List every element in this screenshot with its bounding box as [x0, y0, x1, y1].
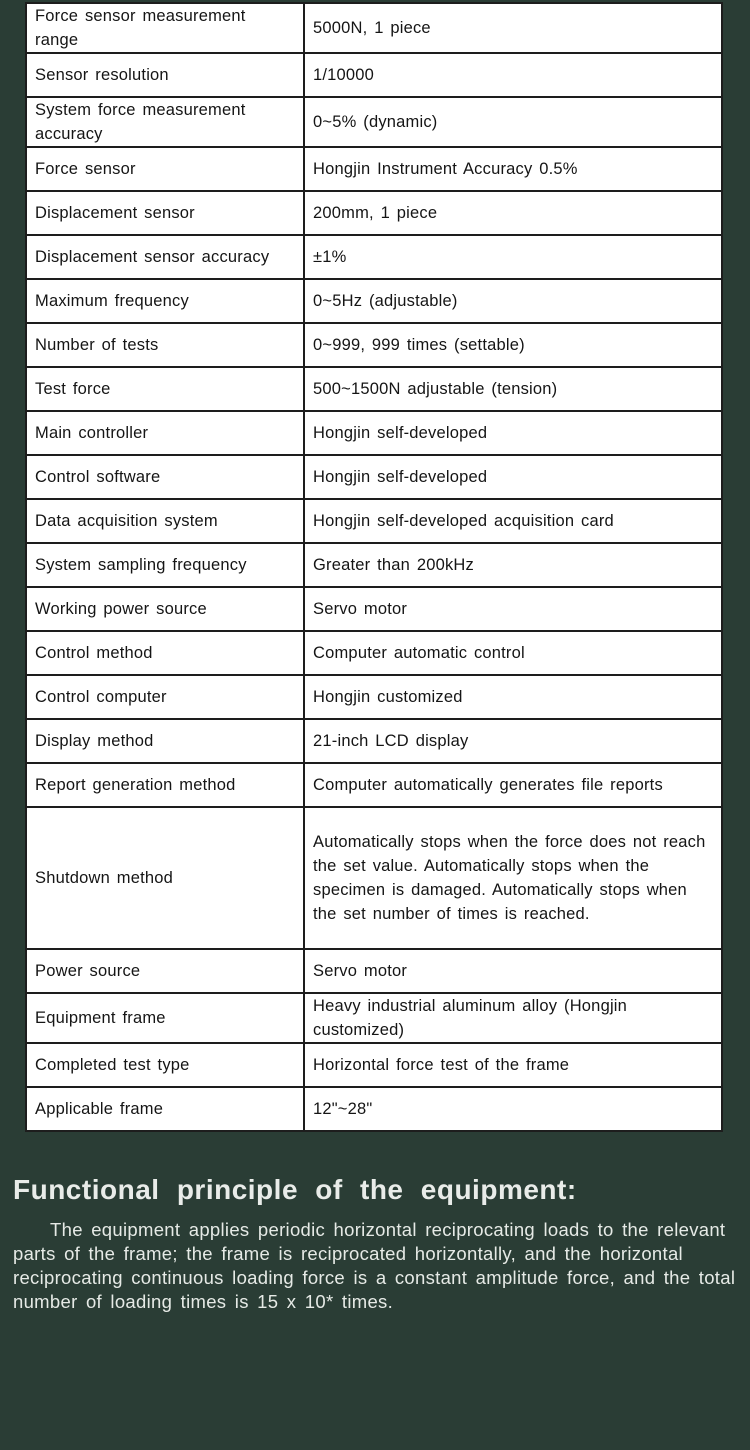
- spec-label-cell: Equipment frame: [26, 993, 304, 1043]
- spec-label-cell: Display method: [26, 719, 304, 763]
- spec-row: [26, 367, 722, 411]
- spec-label-cell: Data acquisition system: [26, 499, 304, 543]
- spec-label-cell: Power source: [26, 949, 304, 993]
- spec-value-cell: Computer automatic control: [304, 631, 722, 675]
- spec-row: [26, 279, 722, 323]
- spec-value-cell: Hongjin self-developed: [304, 411, 722, 455]
- spec-table-body: [26, 3, 722, 1131]
- spec-label-cell: Applicable frame: [26, 1087, 304, 1131]
- spec-row: [26, 53, 722, 97]
- spec-label-cell: Force sensor: [26, 147, 304, 191]
- spec-value-cell: Automatically stops when the force does not reach the set value. Automatically stops when the specimen is damaged. Automatically stops when the set number of times is reached.: [304, 807, 722, 949]
- spec-value-cell: 1/10000: [304, 53, 722, 97]
- spec-row: [26, 147, 722, 191]
- spec-row: [26, 499, 722, 543]
- spec-value-cell: Horizontal force test of the frame: [304, 1043, 722, 1087]
- spec-label-cell: Working power source: [26, 587, 304, 631]
- section-title: Functional principle of the equipment:: [13, 1174, 577, 1205]
- spec-value-cell: Computer automatically generates file reports: [304, 763, 722, 807]
- spec-value-cell: 0~5% (dynamic): [304, 97, 722, 147]
- spec-label-cell: Displacement sensor: [26, 191, 304, 235]
- spec-row: [26, 323, 722, 367]
- spec-row: [26, 631, 722, 675]
- spec-value-cell: 21-inch LCD display: [304, 719, 722, 763]
- spec-value-cell: Heavy industrial aluminum alloy (Hongjin customized): [304, 993, 722, 1043]
- spec-value-cell: Greater than 200kHz: [304, 543, 722, 587]
- page: [0, 2, 750, 1450]
- spec-row: [26, 1043, 722, 1087]
- spec-label-cell: System force measurement accuracy: [26, 97, 304, 147]
- spec-label-cell: Control method: [26, 631, 304, 675]
- spec-label-cell: Control software: [26, 455, 304, 499]
- spec-value-cell: Hongjin self-developed acquisition card: [304, 499, 722, 543]
- spec-row: [26, 763, 722, 807]
- spec-label-cell: System sampling frequency: [26, 543, 304, 587]
- spec-row: [26, 1087, 722, 1131]
- spec-label-cell: Number of tests: [26, 323, 304, 367]
- spec-label-cell: Report generation method: [26, 763, 304, 807]
- spec-label-cell: Main controller: [26, 411, 304, 455]
- spec-label-cell: Force sensor measurement range: [26, 3, 304, 53]
- functional-principle-section: [13, 1174, 737, 1314]
- spec-value-cell: Servo motor: [304, 587, 722, 631]
- spec-row: [26, 3, 722, 53]
- spec-row: [26, 235, 722, 279]
- spec-value-cell: Hongjin customized: [304, 675, 722, 719]
- spec-row: [26, 719, 722, 763]
- spec-row: [26, 411, 722, 455]
- spec-label-cell: Maximum frequency: [26, 279, 304, 323]
- spec-value-cell: 12"~28": [304, 1087, 722, 1131]
- spec-value-cell: Hongjin Instrument Accuracy 0.5%: [304, 147, 722, 191]
- spec-label-cell: Displacement sensor accuracy: [26, 235, 304, 279]
- spec-label-cell: Test force: [26, 367, 304, 411]
- spec-table: [25, 2, 723, 1132]
- spec-row: [26, 455, 722, 499]
- spec-row: [26, 97, 722, 147]
- spec-row: [26, 587, 722, 631]
- spec-value-cell: 0~999, 999 times (settable): [304, 323, 722, 367]
- spec-row: [26, 543, 722, 587]
- spec-value-cell: ±1%: [304, 235, 722, 279]
- spec-label-cell: Sensor resolution: [26, 53, 304, 97]
- spec-row: [26, 807, 722, 949]
- spec-label-cell: Control computer: [26, 675, 304, 719]
- section-paragraph: The equipment applies periodic horizontal reciprocating loads to the relevant parts of the frame; the frame is reciprocated horizontally, and the horizontal reciprocating continuous loading force is a constant amplitude force, and the total number of loading times is 15 x 10* times.: [13, 1219, 736, 1312]
- spec-value-cell: 0~5Hz (adjustable): [304, 279, 722, 323]
- spec-row: [26, 675, 722, 719]
- spec-value-cell: 200mm, 1 piece: [304, 191, 722, 235]
- spec-row: [26, 993, 722, 1043]
- spec-row: [26, 949, 722, 993]
- spec-row: [26, 191, 722, 235]
- spec-value-cell: Servo motor: [304, 949, 722, 993]
- spec-value-cell: 5000N, 1 piece: [304, 3, 722, 53]
- spec-value-cell: Hongjin self-developed: [304, 455, 722, 499]
- spec-label-cell: Shutdown method: [26, 807, 304, 949]
- spec-label-cell: Completed test type: [26, 1043, 304, 1087]
- spec-value-cell: 500~1500N adjustable (tension): [304, 367, 722, 411]
